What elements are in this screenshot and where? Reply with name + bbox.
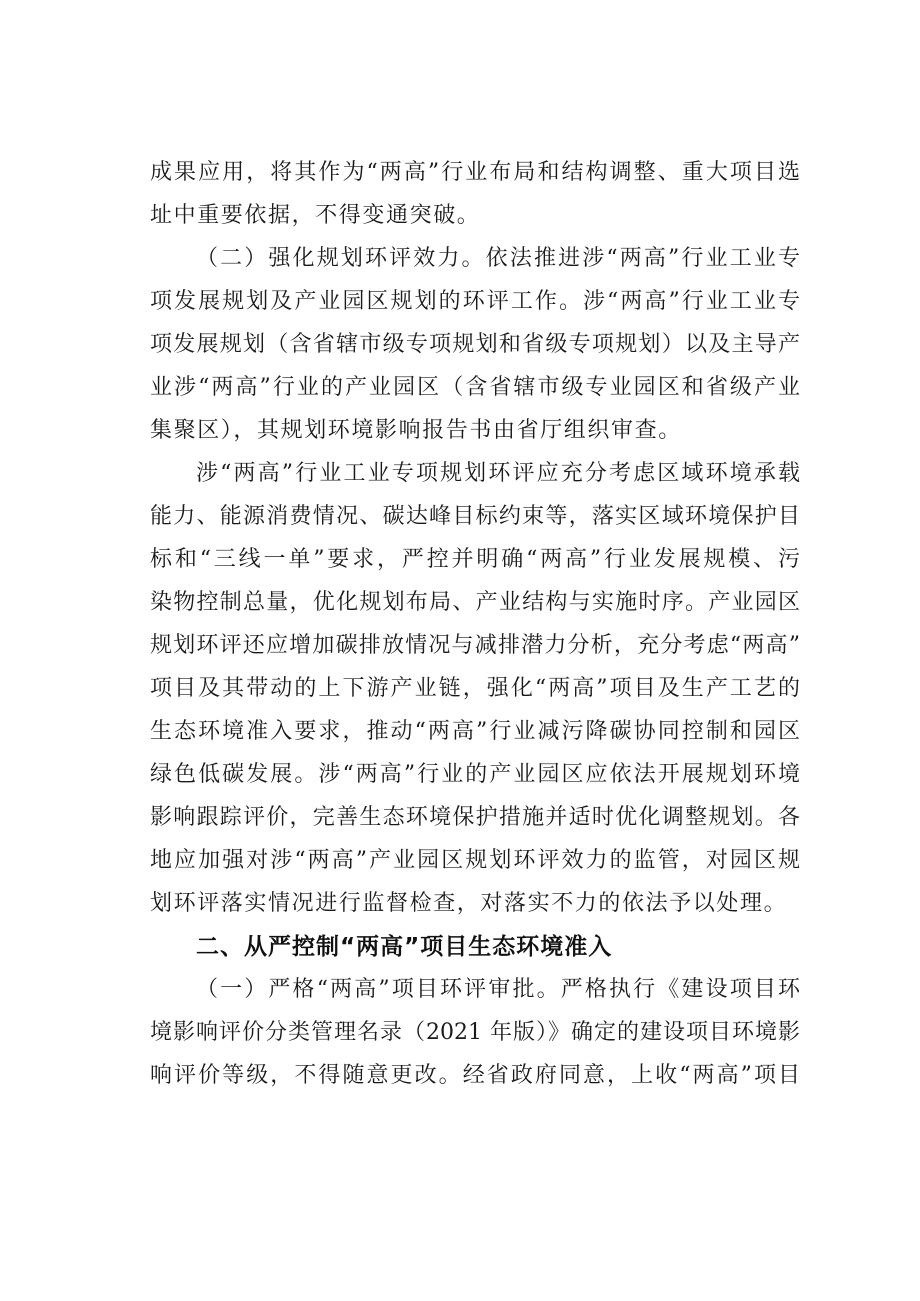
text-line: 成果应用，将其作为“两高”行业布局和结构调整、重大项目选 [150, 160, 800, 185]
text-line: 项发展规划（含省辖市级专项规划和省级专项规划）以及主导产 [150, 332, 800, 357]
text-line: 规划环评还应增加碳排放情况与减排潜力分析，充分考虑“两高” [150, 633, 800, 658]
section-paragraph-start: （二）强化规划环评效力。依法推进涉“两高”行业工业专 [196, 246, 800, 271]
text-line: 集聚区），其规划环境影响报告书由省厅组织审查。 [150, 418, 682, 443]
text-line: 项目及其带动的上下游产业链，强化“两高”项目及生产工艺的 [150, 676, 800, 701]
text-line: 生态环境准入要求，推动“两高”行业减污降碳协同控制和园区 [150, 719, 800, 744]
paragraph-start: 涉“两高”行业工业专项规划环评应充分考虑区域环境承载 [196, 461, 800, 486]
text-line: 染物控制总量，优化规划布局、产业结构与实施时序。产业园区 [150, 590, 800, 615]
text-line: 地应加强对涉“两高”产业园区规划环评效力的监管，对园区规 [150, 848, 800, 873]
text-line: 划环评落实情况进行监督检查，对落实不力的依法予以处理。 [150, 891, 788, 916]
text-line: 能力、能源消费情况、碳达峰目标约束等，落实区域环境保护目 [150, 504, 800, 529]
text-line: 标和“三线一单”要求，严控并明确“两高”行业发展规模、污 [150, 547, 800, 572]
section-heading: 二、从严控制“两高”项目生态环境准入 [196, 934, 613, 960]
text-line: 址中重要依据，不得变通突破。 [150, 203, 481, 228]
text-line: 项发展规划及产业园区规划的环评工作。涉“两高”行业工业专 [150, 289, 800, 314]
text-line: 响评价等级，不得随意更改。经省政府同意，上收“两高”项目 [150, 1063, 800, 1088]
text-line: 绿色低碳发展。涉“两高”行业的产业园区应依法开展规划环境 [150, 762, 800, 787]
text-line: 影响跟踪评价，完善生态环境保护措施并适时优化调整规划。各 [150, 805, 800, 830]
text-line: 业涉“两高”行业的产业园区（含省辖市级专业园区和省级产业 [150, 375, 800, 400]
section-paragraph-start: （一）严格“两高”项目环评审批。严格执行《建设项目环 [196, 977, 800, 1002]
text-line: 境影响评价分类管理名录（2021 年版）》确定的建设项目环境影 [150, 1020, 800, 1045]
